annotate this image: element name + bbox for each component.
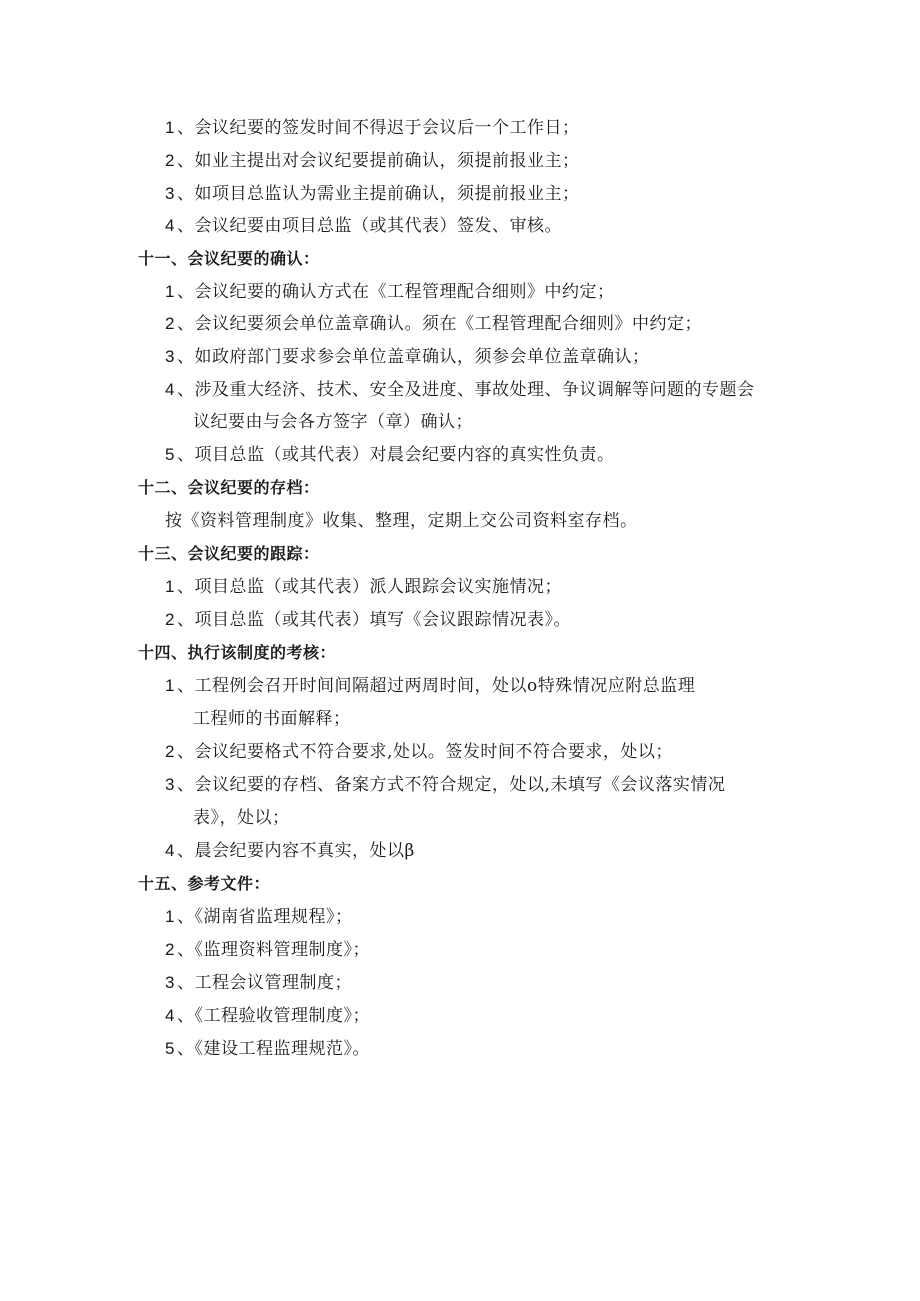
section-heading-12: 十二、会议纪要的存档： bbox=[138, 478, 320, 497]
list-item bbox=[165, 774, 725, 796]
list-item bbox=[165, 379, 754, 401]
item-number: 2 bbox=[165, 940, 175, 959]
item-number: 1 bbox=[165, 577, 175, 596]
item-number: 1 bbox=[165, 282, 175, 301]
item-text: 、会议纪要的存档、备案方式不符合规定，处以,未填写《会议落实情况 bbox=[176, 775, 726, 795]
item-text: 、如项目总监认为需业主提前确认，须提前报业主； bbox=[176, 184, 580, 204]
item-number: 3 bbox=[165, 973, 175, 992]
item-text: 、项目总监（或其代表）派人跟踪会议实施情况； bbox=[176, 577, 562, 597]
item-text: 、《监理资料管理制度》； bbox=[176, 940, 370, 960]
item-text: 、如业主提出对会议纪要提前确认，须提前报业主； bbox=[176, 151, 580, 171]
section-heading-15: 十五、参考文件： bbox=[138, 874, 271, 893]
list-item bbox=[165, 741, 673, 763]
item-text: 、会议纪要由项目总监（或其代表）签发、审核。 bbox=[176, 216, 562, 236]
item-number: 3 bbox=[165, 775, 175, 794]
paragraph: 按《资料管理制度》收集、整理，定期上交公司资料室存档。 bbox=[165, 511, 638, 531]
item-number: 4 bbox=[165, 1006, 175, 1025]
list-item bbox=[165, 346, 649, 368]
list-item bbox=[165, 840, 415, 862]
item-number: 3 bbox=[165, 184, 175, 203]
item-number: 1 bbox=[165, 118, 175, 137]
item-number: 3 bbox=[165, 347, 175, 366]
item-text: 、如政府部门要求参会单位盖章确认，须参会单位盖章确认； bbox=[176, 347, 650, 367]
item-number: 5 bbox=[165, 445, 175, 464]
item-text: 、会议纪要格式不符合要求,处以。签发时间不符合要求，处以； bbox=[176, 742, 673, 762]
list-item bbox=[165, 215, 562, 237]
item-number: 1 bbox=[165, 907, 175, 926]
list-item bbox=[165, 675, 695, 697]
list-item bbox=[165, 150, 579, 172]
section-heading-13: 十三、会议纪要的跟踪： bbox=[138, 544, 320, 563]
list-item bbox=[165, 576, 562, 598]
item-text: 、工程例会召开时间间隔超过两周时间，处以o特殊情况应附总监理 bbox=[176, 676, 696, 696]
section-heading-11: 十一、会议纪要的确认： bbox=[138, 249, 320, 268]
item-text: 、《湖南省监理规程》； bbox=[176, 907, 353, 927]
item-number: 4 bbox=[165, 216, 175, 235]
list-item-continuation: 工程师的书面解释； bbox=[193, 709, 351, 729]
list-item bbox=[165, 313, 702, 335]
item-number: 2 bbox=[165, 610, 175, 629]
item-text: 、会议纪要的确认方式在《工程管理配合细则》中约定； bbox=[176, 282, 615, 302]
item-text: 、工程会议管理制度； bbox=[176, 973, 352, 993]
item-number: 5 bbox=[165, 1039, 175, 1058]
item-number: 1 bbox=[165, 676, 175, 695]
item-text: 、《建设工程监理规范》。 bbox=[176, 1039, 370, 1059]
item-text: 、会议纪要的签发时间不得迟于会议后一个工作日； bbox=[176, 118, 580, 138]
list-item bbox=[165, 906, 352, 928]
item-text: 、《工程验收管理制度》； bbox=[176, 1006, 370, 1026]
item-number: 2 bbox=[165, 742, 175, 761]
list-item bbox=[165, 1005, 370, 1027]
item-number: 2 bbox=[165, 151, 175, 170]
list-item-continuation: 表》，处以； bbox=[193, 808, 290, 828]
list-item bbox=[165, 972, 352, 994]
item-number: 4 bbox=[165, 380, 175, 399]
item-text: 、晨会纪要内容不真实，处以β bbox=[176, 841, 415, 861]
list-item bbox=[165, 183, 579, 205]
item-number: 2 bbox=[165, 314, 175, 333]
section-heading-14: 十四、执行该制度的考核： bbox=[138, 643, 337, 662]
list-item bbox=[165, 609, 571, 631]
list-item bbox=[165, 281, 614, 303]
list-item bbox=[165, 117, 579, 139]
item-text: 、项目总监（或其代表）对晨会纪要内容的真实性负责。 bbox=[176, 445, 615, 465]
list-item-continuation: 议纪要由与会各方签字（章）确认； bbox=[193, 412, 473, 432]
item-text: 、涉及重大经济、技术、安全及进度、事故处理、争议调解等问题的专题会 bbox=[176, 380, 755, 400]
item-number: 4 bbox=[165, 841, 175, 860]
list-item bbox=[165, 939, 370, 961]
list-item bbox=[165, 1038, 370, 1060]
item-text: 、会议纪要须会单位盖章确认。须在《工程管理配合细则》中约定； bbox=[176, 314, 702, 334]
item-text: 、项目总监（或其代表）填写《会议跟踪情况表》。 bbox=[176, 610, 571, 630]
list-item bbox=[165, 444, 614, 466]
